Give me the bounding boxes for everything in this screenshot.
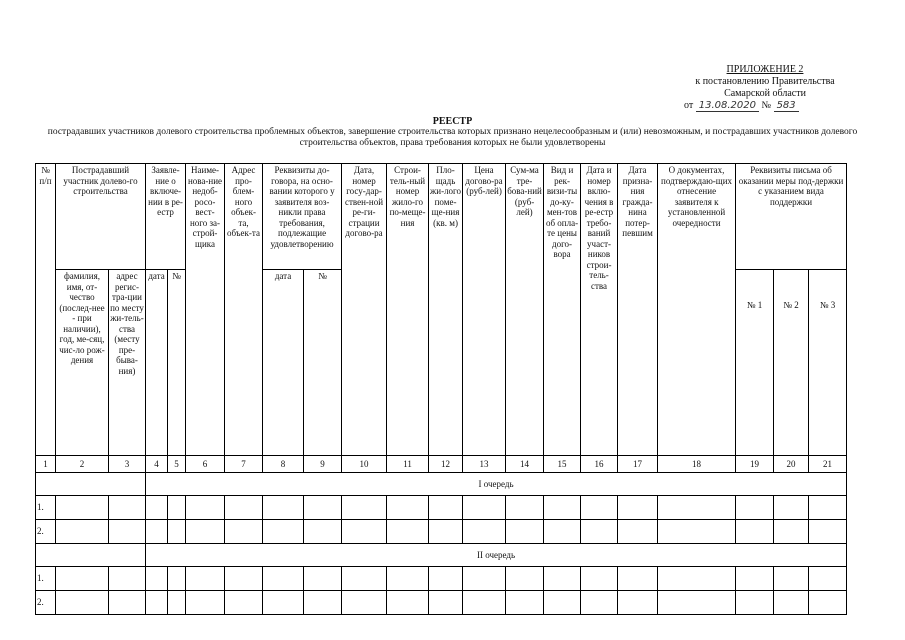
table-row [36,520,847,544]
appendix-title: ПРИЛОЖЕНИЕ 2 [726,64,804,75]
queue-row-1 [36,473,847,496]
column-number: 21 [809,456,847,473]
column-number: 18 [658,456,736,473]
column-number: 5 [168,456,186,473]
subheader-letter-3: № 3 [809,270,847,456]
register-title: РЕЕСТР [432,116,473,127]
header-reg-date: Дата, номер госу-дар-ствен-ной ре-ги-страции догово-ра [342,164,387,456]
appendix-line-1: к постановлению Правительства [695,76,835,87]
header-price: Цена догово-ра (руб-лей) [463,164,506,456]
register-table [35,163,847,615]
header-area: Пло-щадь жи-лого поме-ще-ния (кв. м) [429,164,463,456]
column-number: 8 [263,456,304,473]
queue-spacer [36,473,146,496]
header-address: Адрес про-блем-ного объек-та, объек-та [225,164,263,456]
subheader-app-no: № [168,270,186,456]
table-row [36,591,847,615]
appendix-order-line [680,100,850,112]
row-number: 1. [36,567,56,591]
subheader-letter-2: № 2 [774,270,809,456]
header-row-main [36,164,847,270]
column-number: 15 [544,456,581,473]
appendix-number: 583 [774,100,799,112]
queue-label: I очередь [146,473,847,496]
table-row [36,567,847,591]
queue-label: II очередь [146,544,847,567]
column-number: 7 [225,456,263,473]
column-number: 11 [387,456,429,473]
column-number: 14 [506,456,544,473]
header-victim-date: Дата призна-ния гражда-нина потер-певшим [618,164,658,456]
subheader-contract-date: дата [263,270,304,456]
column-number: 10 [342,456,387,473]
column-number: 1 [36,456,56,473]
header-paid: Сум-ма тре-бова-ний (руб-лей) [506,164,544,456]
column-number: 3 [109,456,146,473]
register-subtitle: пострадавших участников долевого строительства проблемных объектов, завершение строительства которых признано нецелесообразным и (или) невозможным, и пострадавших участников долевого строительства объектов, права требования которых не были удовлетворены [47,127,858,148]
subheader-letter-1: № 1 [736,270,774,456]
header-application: Заявле-ние о включе-нии в ре-естр [146,164,186,270]
header-contract: Реквизиты до-говора, на осно-вании которого у заявителя воз-никли права требования, подлежащие удовлетворению [263,164,342,270]
header-num: № п/п [36,164,56,456]
queue-spacer [36,544,146,567]
header-build-no: Строи-тель-ный номер жило-го по-меще-ния [387,164,429,456]
column-number: 17 [618,456,658,473]
column-number: 6 [186,456,225,473]
header-pay-docs: Вид и рек-визи-ты до-ку-мен-тов об опла-те цены дого-вора [544,164,581,456]
row-number: 2. [36,591,56,615]
table-row [36,496,847,520]
subheader-addr: адрес регис-тра-ции по месту жи-тель-ства (месту пре-быва-ния) [109,270,146,456]
header-developer: Наиме-нова-ние недоб-росо-вест-ного за-строй-щика [186,164,225,456]
queue-row-2 [36,544,847,567]
subheader-app-date: дата [146,270,168,456]
row-number: 2. [36,520,56,544]
row-number: 1. [36,496,56,520]
column-number: 9 [304,456,342,473]
column-number: 20 [774,456,809,473]
header-participant: Пострадавший участник долево-го строительства [56,164,146,270]
header-incl-date: Дата и номер вклю-чения в ре-естр требо-ваний участ-ников строи-тель-ства [581,164,618,456]
column-number: 4 [146,456,168,473]
appendix-from-label: от [684,100,694,111]
header-letter: Реквизиты письма об оказании меры под-держки с указанием вида поддержки [736,164,847,270]
subheader-contract-no: № [304,270,342,456]
appendix-line-2: Самарской области [724,88,806,99]
column-number: 19 [736,456,774,473]
column-number: 2 [56,456,109,473]
appendix-date: 13.08.2020 [696,100,759,112]
appendix-number-label: № [761,100,772,111]
column-number: 16 [581,456,618,473]
column-number-row [36,456,847,473]
subheader-fio: фамилия, имя, от-чество (послед-нее - при наличии), год, ме-сяц, чис-ло рож-дения [56,270,109,456]
column-number: 12 [429,456,463,473]
column-number: 13 [463,456,506,473]
header-docs: О документах, подтверждаю-щих отнесение заявителя к установленной очередности [658,164,736,456]
appendix-block [680,64,850,112]
